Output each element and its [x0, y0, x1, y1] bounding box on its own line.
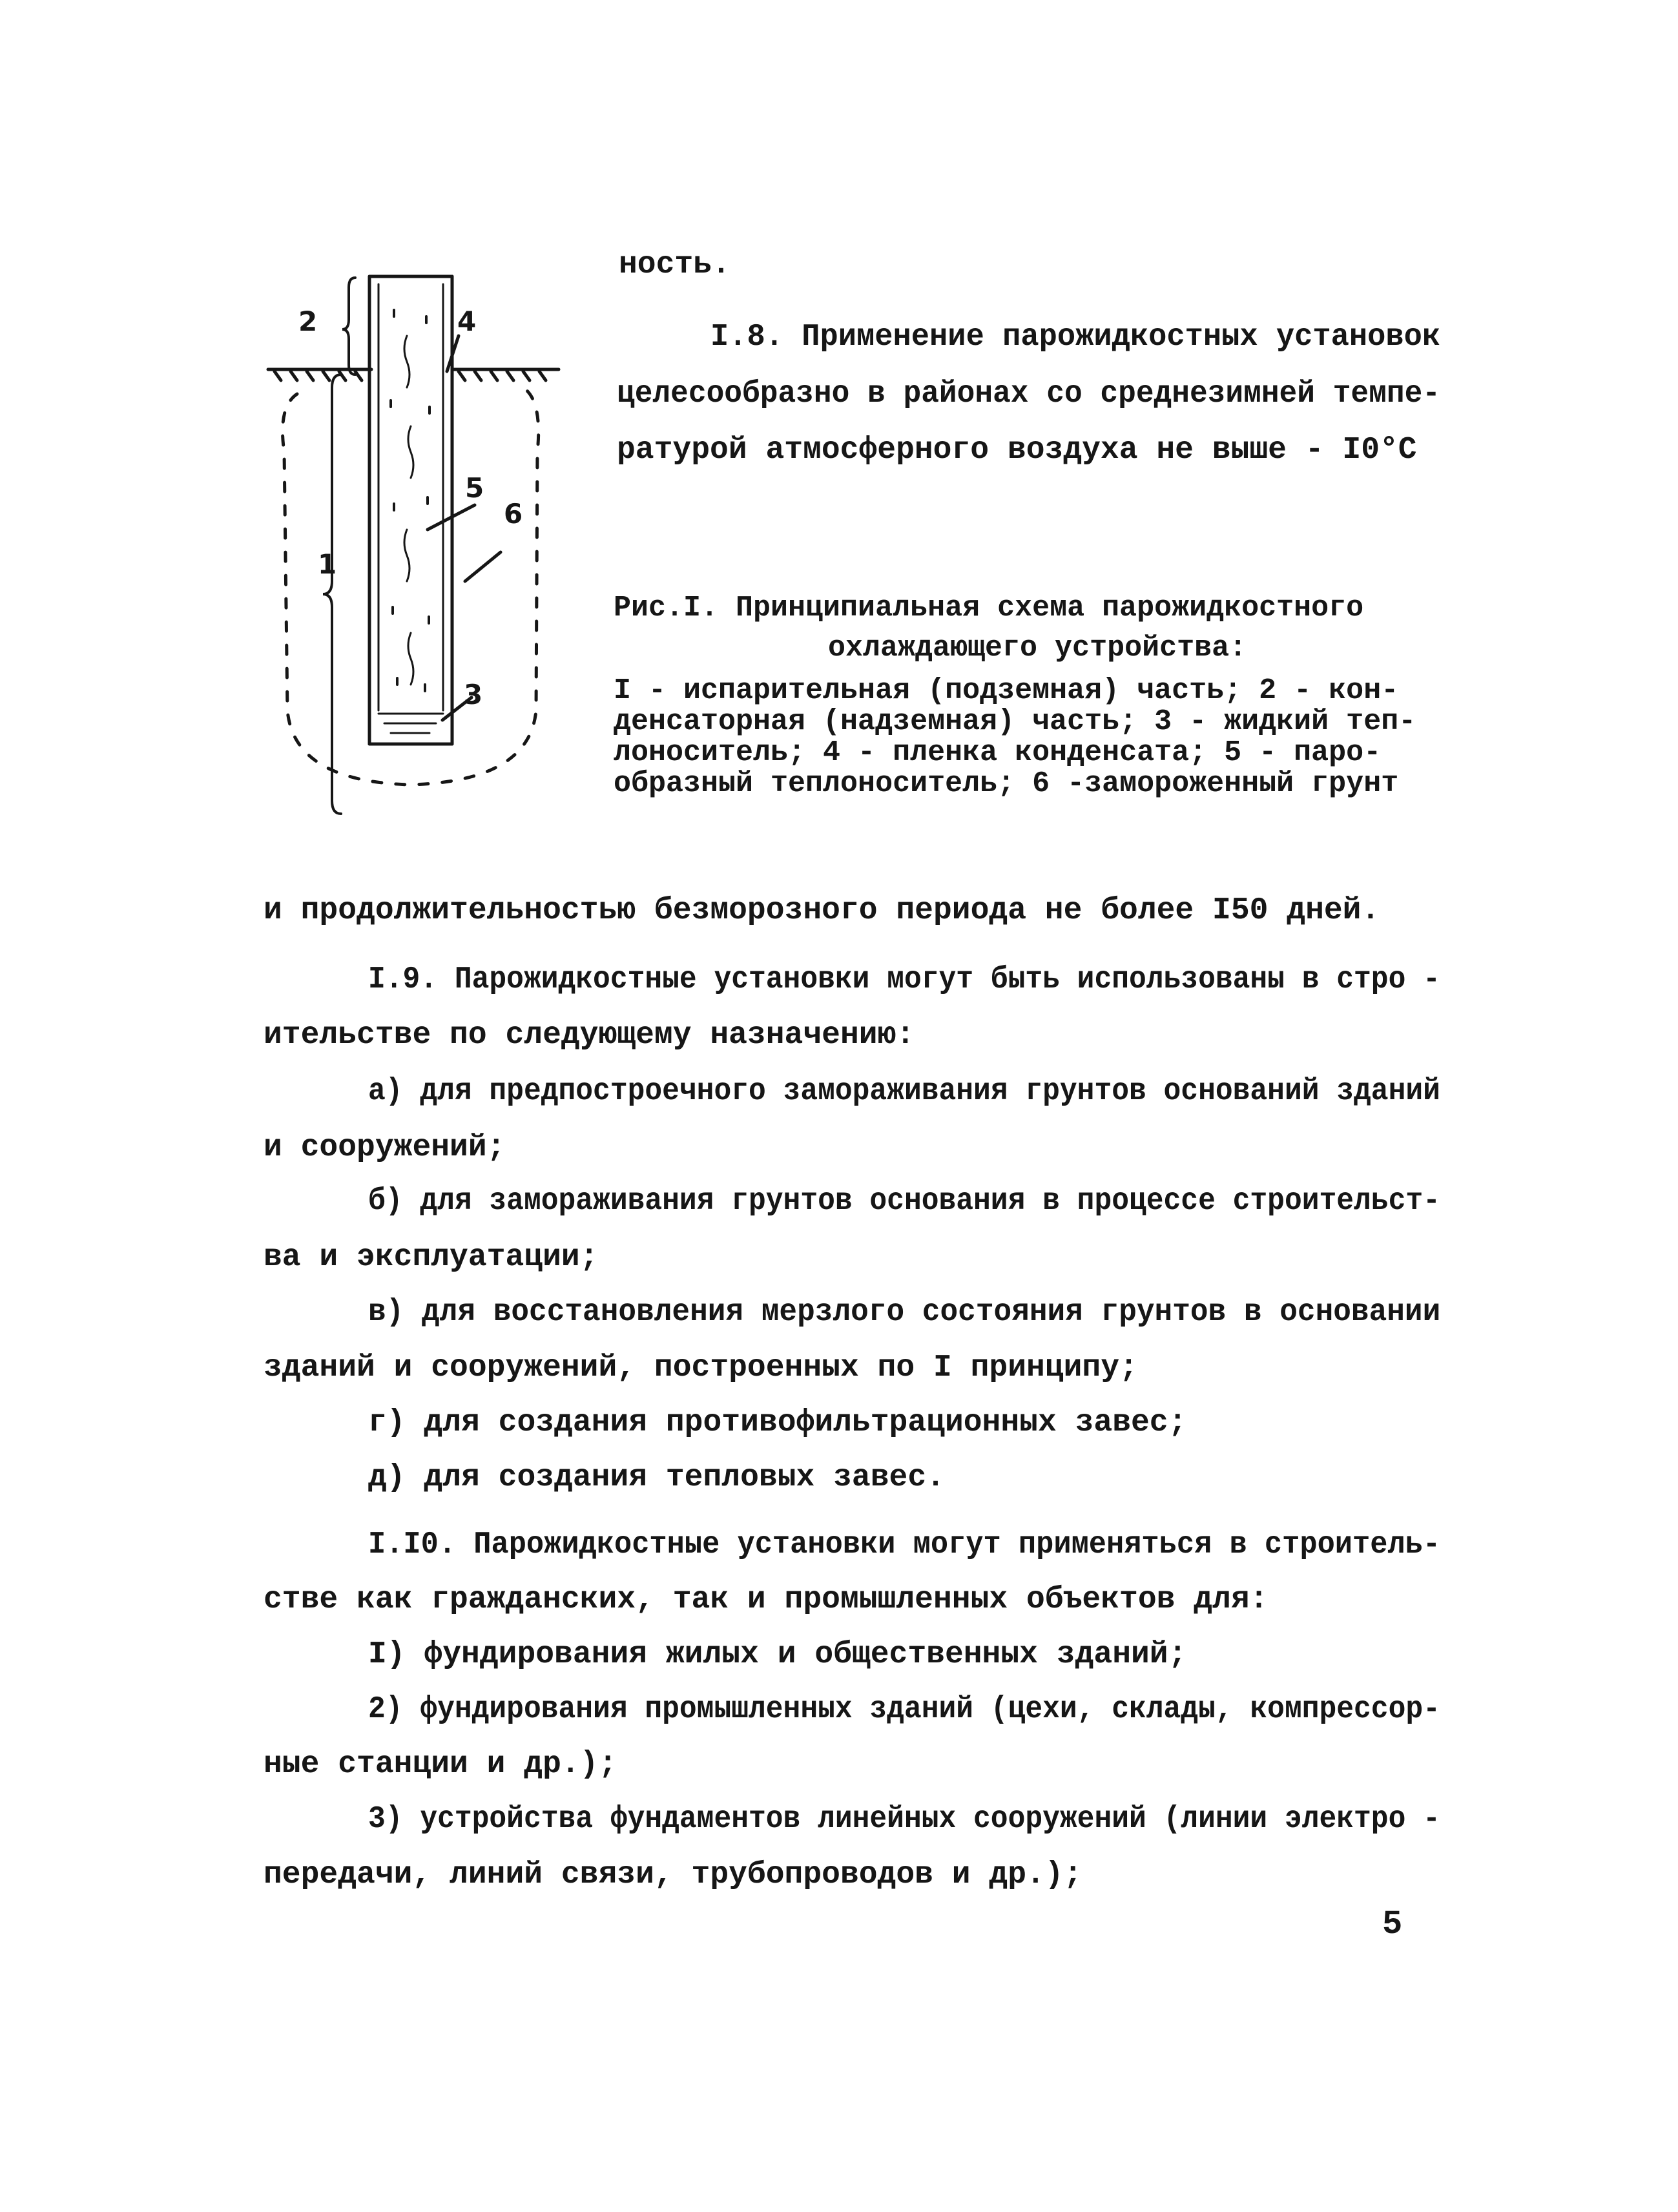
section-1-8-heading-line: I.8. Применение парожидкостных установок — [710, 320, 1441, 355]
figure-caption-title: Рис.I. Принципиальная схема парожидкостного — [614, 592, 1364, 625]
cooling-device-diagram — [258, 258, 594, 827]
body-line: в) для восстановления мерзлого состояния грунтов в основании — [368, 1295, 1441, 1330]
body-line: г) для создания противофильтрационных завес; — [368, 1405, 1187, 1440]
figure-label-4: 4 — [457, 305, 477, 337]
body-line: ва и эксплуатации; — [264, 1240, 599, 1275]
section-1-8-line-2: целесообразно в районах со среднезимней темпе- — [617, 377, 1441, 411]
figure-label-5: 5 — [465, 472, 484, 504]
body-line: I.I0. Парожидкостные установки могут применяться в строитель- — [368, 1527, 1441, 1562]
figure-label-3: 3 — [464, 679, 483, 710]
figure-caption-legend-3: лоноситель; 4 - пленка конденсата; 5 - паро- — [614, 736, 1382, 769]
figure-caption-subtitle: охлаждающего устройства: — [828, 632, 1247, 665]
figure-label-1: 1 — [318, 548, 337, 580]
body-line: д) для создания тепловых завес. — [368, 1460, 945, 1495]
body-line: I) фундирования жилых и общественных зданий; — [368, 1637, 1187, 1672]
body-line: передачи, линий связи, трубопроводов и др.); — [264, 1857, 1082, 1892]
body-line: и продолжительностью безморозного периода не более I50 дней. — [264, 893, 1380, 928]
figure-caption-legend-4: образный теплоноситель; 6 -замороженный грунт — [614, 767, 1399, 800]
body-line: а) для предпостроечного замораживания грунтов оснований зданий — [368, 1074, 1440, 1109]
body-line: 2) фундирования промышленных зданий (цехи, склады, компрессор- — [368, 1692, 1440, 1727]
text-line-continuation: ность. — [619, 247, 730, 282]
figure-label-6: 6 — [504, 498, 523, 530]
body-line: ительстве по следующему назначению: — [264, 1018, 915, 1053]
body-line: зданий и сооружений, построенных по I принципу; — [264, 1350, 1138, 1385]
section-1-8-line-3: ратурой атмосферного воздуха не выше - I0°С — [617, 433, 1417, 468]
body-line: стве как гражданских, так и промышленных объектов для: — [264, 1582, 1269, 1617]
body-line: б) для замораживания грунтов основания в процессе строительст- — [368, 1184, 1440, 1219]
page-number: 5 — [1382, 1905, 1403, 1943]
figure-label-2: 2 — [298, 305, 318, 337]
body-line: и сооружений; — [264, 1130, 506, 1165]
body-line: ные станции и др.); — [264, 1747, 617, 1782]
body-line: 3) устройства фундаментов линейных сооружений (линии электро - — [368, 1802, 1440, 1837]
body-line: I.9. Парожидкостные установки могут быть использованы в стро - — [368, 962, 1440, 997]
figure-caption-legend-1: I - испарительная (подземная) часть; 2 - кон- — [614, 674, 1399, 707]
figure-caption-legend-2: денсаторная (надземная) часть; 3 - жидкий теп- — [614, 705, 1416, 738]
